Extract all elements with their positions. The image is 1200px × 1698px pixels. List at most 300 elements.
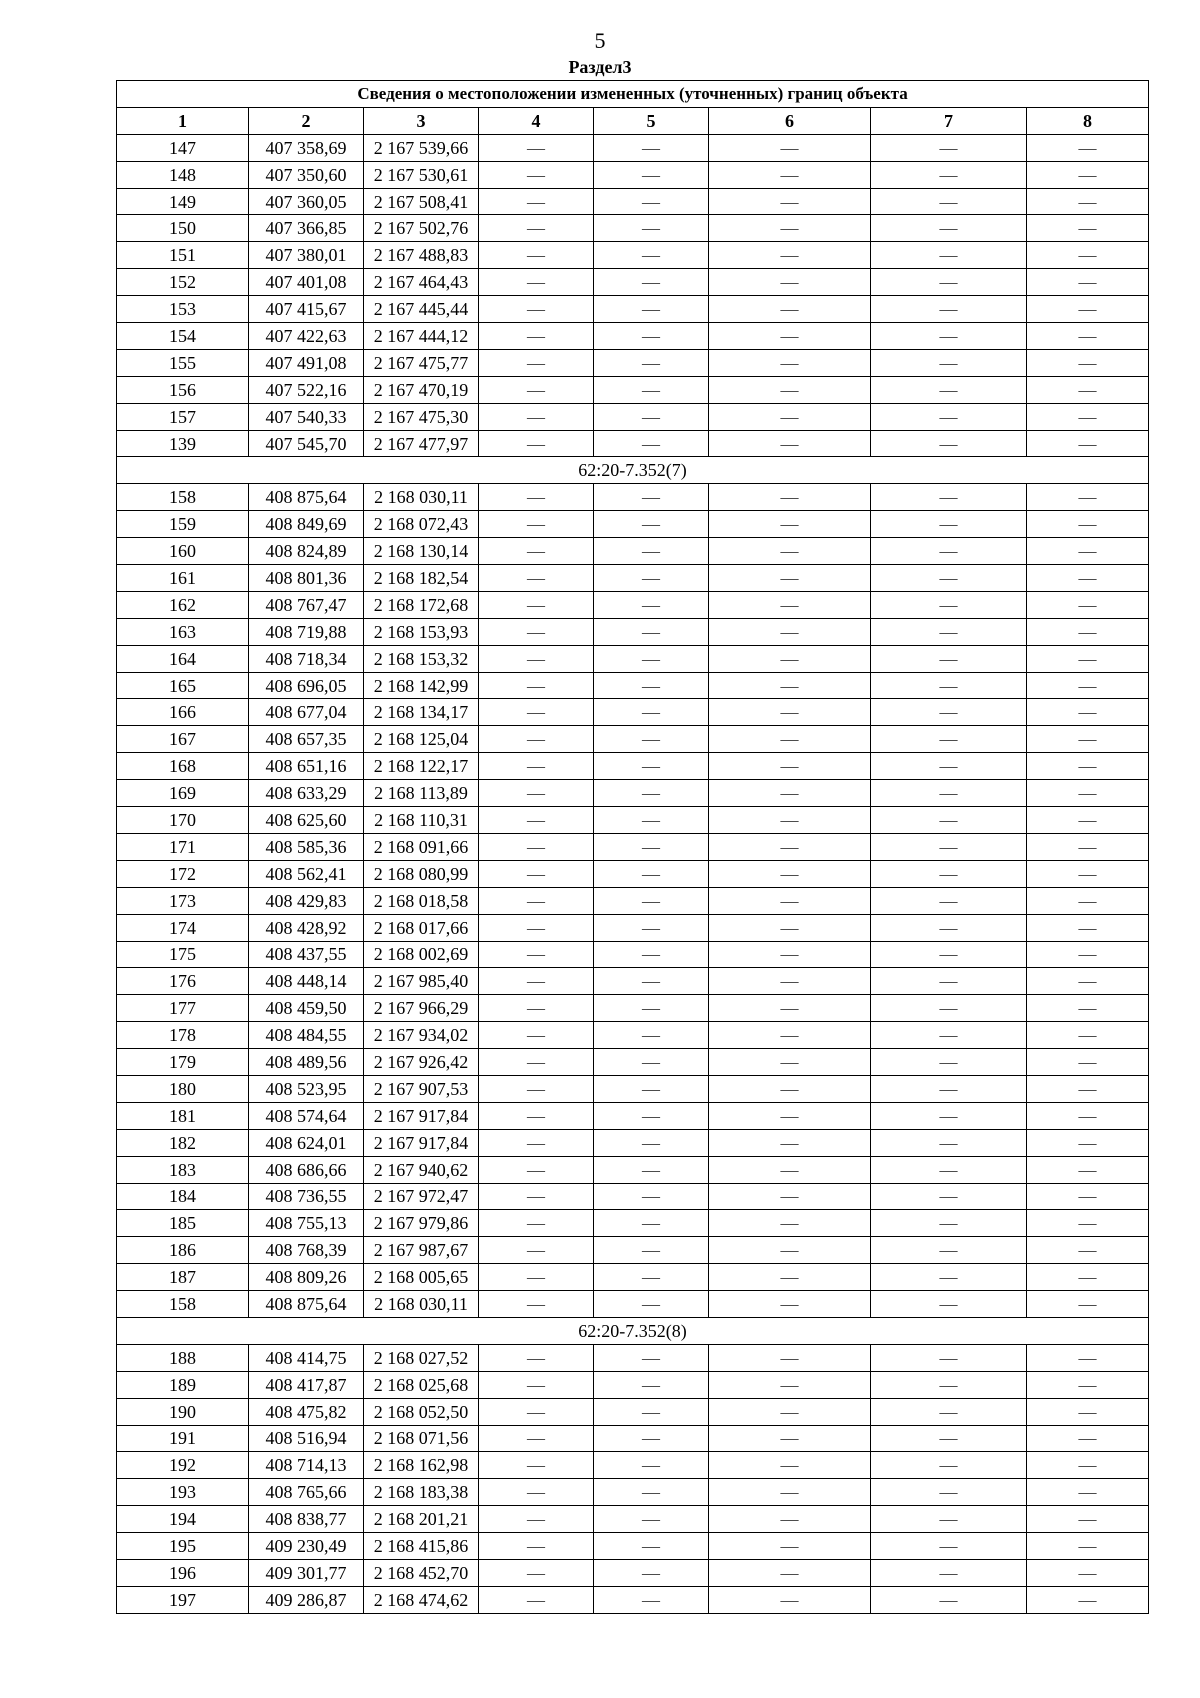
y-coordinate-cell: 2 167 502,76: [364, 215, 479, 242]
empty-value-dash: —: [1027, 887, 1149, 914]
y-coordinate-cell: 2 168 002,69: [364, 941, 479, 968]
empty-value-dash: —: [709, 1237, 871, 1264]
y-coordinate-cell: 2 167 917,84: [364, 1102, 479, 1129]
empty-value-dash: —: [1027, 780, 1149, 807]
empty-value-dash: —: [709, 403, 871, 430]
point-number-cell: 186: [117, 1237, 249, 1264]
empty-value-dash: —: [479, 860, 594, 887]
table-row: [117, 296, 1149, 323]
table-row: [117, 1559, 1149, 1586]
empty-value-dash: —: [871, 1533, 1027, 1560]
empty-value-dash: —: [709, 1398, 871, 1425]
point-number-cell: 170: [117, 807, 249, 834]
empty-value-dash: —: [709, 1452, 871, 1479]
empty-value-dash: —: [1027, 860, 1149, 887]
empty-value-dash: —: [594, 1264, 709, 1291]
point-number-cell: 180: [117, 1075, 249, 1102]
y-coordinate-cell: 2 167 464,43: [364, 269, 479, 296]
point-number-cell: 169: [117, 780, 249, 807]
empty-value-dash: —: [709, 511, 871, 538]
empty-value-dash: —: [594, 1533, 709, 1560]
y-coordinate-cell: 2 167 940,62: [364, 1156, 479, 1183]
x-coordinate-cell: 408 489,56: [249, 1049, 364, 1076]
column-header-3: 3: [364, 107, 479, 134]
empty-value-dash: —: [594, 1022, 709, 1049]
table-row: [117, 995, 1149, 1022]
y-coordinate-cell: 2 168 153,93: [364, 618, 479, 645]
table-row: [117, 887, 1149, 914]
empty-value-dash: —: [1027, 134, 1149, 161]
empty-value-dash: —: [1027, 1291, 1149, 1318]
empty-value-dash: —: [709, 1022, 871, 1049]
point-number-cell: 182: [117, 1129, 249, 1156]
point-number-cell: 154: [117, 323, 249, 350]
empty-value-dash: —: [479, 242, 594, 269]
empty-value-dash: —: [594, 1425, 709, 1452]
empty-value-dash: —: [594, 699, 709, 726]
x-coordinate-cell: 407 350,60: [249, 161, 364, 188]
table-body: [117, 134, 1149, 1613]
x-coordinate-cell: 408 484,55: [249, 1022, 364, 1049]
point-number-cell: 185: [117, 1210, 249, 1237]
empty-value-dash: —: [871, 1022, 1027, 1049]
empty-value-dash: —: [871, 860, 1027, 887]
empty-value-dash: —: [871, 296, 1027, 323]
table-row: [117, 1129, 1149, 1156]
empty-value-dash: —: [594, 833, 709, 860]
empty-value-dash: —: [709, 807, 871, 834]
point-number-cell: 159: [117, 511, 249, 538]
group-header-row: [117, 457, 1149, 484]
empty-value-dash: —: [594, 1183, 709, 1210]
column-header-4: 4: [479, 107, 594, 134]
empty-value-dash: —: [1027, 807, 1149, 834]
empty-value-dash: —: [709, 1291, 871, 1318]
empty-value-dash: —: [709, 914, 871, 941]
empty-value-dash: —: [709, 1506, 871, 1533]
point-number-cell: 156: [117, 376, 249, 403]
table-caption: Сведения о местоположении измененных (уточненных) границ объекта: [117, 81, 1149, 108]
empty-value-dash: —: [709, 296, 871, 323]
x-coordinate-cell: 408 459,50: [249, 995, 364, 1022]
empty-value-dash: —: [871, 1506, 1027, 1533]
empty-value-dash: —: [594, 269, 709, 296]
y-coordinate-cell: 2 168 415,86: [364, 1533, 479, 1560]
empty-value-dash: —: [594, 968, 709, 995]
empty-value-dash: —: [1027, 269, 1149, 296]
y-coordinate-cell: 2 167 475,77: [364, 349, 479, 376]
empty-value-dash: —: [709, 995, 871, 1022]
table-row: [117, 1210, 1149, 1237]
empty-value-dash: —: [1027, 349, 1149, 376]
empty-value-dash: —: [871, 242, 1027, 269]
column-header-2: 2: [249, 107, 364, 134]
empty-value-dash: —: [709, 591, 871, 618]
empty-value-dash: —: [1027, 1049, 1149, 1076]
empty-value-dash: —: [479, 1183, 594, 1210]
empty-value-dash: —: [594, 1049, 709, 1076]
empty-value-dash: —: [594, 726, 709, 753]
empty-value-dash: —: [871, 887, 1027, 914]
empty-value-dash: —: [1027, 1344, 1149, 1371]
y-coordinate-cell: 2 168 110,31: [364, 807, 479, 834]
empty-value-dash: —: [1027, 833, 1149, 860]
empty-value-dash: —: [479, 323, 594, 350]
y-coordinate-cell: 2 168 125,04: [364, 726, 479, 753]
empty-value-dash: —: [709, 726, 871, 753]
y-coordinate-cell: 2 168 172,68: [364, 591, 479, 618]
x-coordinate-cell: 408 651,16: [249, 753, 364, 780]
empty-value-dash: —: [479, 645, 594, 672]
empty-value-dash: —: [479, 349, 594, 376]
empty-value-dash: —: [479, 1129, 594, 1156]
table-row: [117, 1156, 1149, 1183]
empty-value-dash: —: [871, 1237, 1027, 1264]
table-row: [117, 780, 1149, 807]
empty-value-dash: —: [1027, 215, 1149, 242]
empty-value-dash: —: [479, 1102, 594, 1129]
table-row: [117, 1452, 1149, 1479]
point-number-cell: 190: [117, 1398, 249, 1425]
point-number-cell: 194: [117, 1506, 249, 1533]
empty-value-dash: —: [594, 134, 709, 161]
empty-value-dash: —: [479, 1506, 594, 1533]
point-number-cell: 166: [117, 699, 249, 726]
table-row: [117, 565, 1149, 592]
empty-value-dash: —: [709, 1371, 871, 1398]
x-coordinate-cell: 408 523,95: [249, 1075, 364, 1102]
empty-value-dash: —: [871, 726, 1027, 753]
y-coordinate-cell: 2 168 025,68: [364, 1371, 479, 1398]
empty-value-dash: —: [479, 296, 594, 323]
empty-value-dash: —: [1027, 242, 1149, 269]
table-row: [117, 591, 1149, 618]
empty-value-dash: —: [594, 242, 709, 269]
empty-value-dash: —: [871, 995, 1027, 1022]
empty-value-dash: —: [871, 753, 1027, 780]
empty-value-dash: —: [871, 1344, 1027, 1371]
empty-value-dash: —: [709, 349, 871, 376]
table-row: [117, 1183, 1149, 1210]
empty-value-dash: —: [709, 1533, 871, 1560]
empty-value-dash: —: [594, 1506, 709, 1533]
empty-value-dash: —: [1027, 1237, 1149, 1264]
empty-value-dash: —: [709, 188, 871, 215]
empty-value-dash: —: [479, 430, 594, 457]
y-coordinate-cell: 2 167 966,29: [364, 995, 479, 1022]
x-coordinate-cell: 408 633,29: [249, 780, 364, 807]
empty-value-dash: —: [594, 215, 709, 242]
empty-value-dash: —: [594, 403, 709, 430]
y-coordinate-cell: 2 167 907,53: [364, 1075, 479, 1102]
empty-value-dash: —: [479, 376, 594, 403]
table-row: [117, 1371, 1149, 1398]
x-coordinate-cell: 408 809,26: [249, 1264, 364, 1291]
empty-value-dash: —: [871, 645, 1027, 672]
empty-value-dash: —: [479, 188, 594, 215]
point-number-cell: 176: [117, 968, 249, 995]
y-coordinate-cell: 2 167 987,67: [364, 1237, 479, 1264]
x-coordinate-cell: 408 875,64: [249, 1291, 364, 1318]
empty-value-dash: —: [479, 1344, 594, 1371]
point-number-cell: 188: [117, 1344, 249, 1371]
empty-value-dash: —: [1027, 161, 1149, 188]
empty-value-dash: —: [871, 968, 1027, 995]
y-coordinate-cell: 2 167 917,84: [364, 1129, 479, 1156]
y-coordinate-cell: 2 167 926,42: [364, 1049, 479, 1076]
empty-value-dash: —: [709, 1210, 871, 1237]
section-title: Раздел3: [568, 57, 632, 77]
y-coordinate-cell: 2 167 979,86: [364, 1210, 479, 1237]
empty-value-dash: —: [1027, 914, 1149, 941]
table-row: [117, 1479, 1149, 1506]
empty-value-dash: —: [871, 780, 1027, 807]
empty-value-dash: —: [1027, 1425, 1149, 1452]
empty-value-dash: —: [1027, 1371, 1149, 1398]
empty-value-dash: —: [479, 1291, 594, 1318]
y-coordinate-cell: 2 168 134,17: [364, 699, 479, 726]
table-row: [117, 1425, 1149, 1452]
empty-value-dash: —: [1027, 484, 1149, 511]
column-header-7: 7: [871, 107, 1027, 134]
empty-value-dash: —: [709, 161, 871, 188]
empty-value-dash: —: [1027, 1452, 1149, 1479]
empty-value-dash: —: [1027, 323, 1149, 350]
y-coordinate-cell: 2 168 017,66: [364, 914, 479, 941]
table-row: [117, 860, 1149, 887]
empty-value-dash: —: [871, 1479, 1027, 1506]
y-coordinate-cell: 2 167 488,83: [364, 242, 479, 269]
x-coordinate-cell: 408 736,55: [249, 1183, 364, 1210]
empty-value-dash: —: [594, 1129, 709, 1156]
empty-value-dash: —: [871, 807, 1027, 834]
empty-value-dash: —: [709, 376, 871, 403]
point-number-cell: 192: [117, 1452, 249, 1479]
empty-value-dash: —: [1027, 565, 1149, 592]
empty-value-dash: —: [479, 1210, 594, 1237]
y-coordinate-cell: 2 168 122,17: [364, 753, 479, 780]
x-coordinate-cell: 408 624,01: [249, 1129, 364, 1156]
empty-value-dash: —: [871, 1291, 1027, 1318]
point-number-cell: 152: [117, 269, 249, 296]
x-coordinate-cell: 407 358,69: [249, 134, 364, 161]
empty-value-dash: —: [709, 1183, 871, 1210]
empty-value-dash: —: [871, 618, 1027, 645]
empty-value-dash: —: [479, 887, 594, 914]
x-coordinate-cell: 408 714,13: [249, 1452, 364, 1479]
empty-value-dash: —: [709, 618, 871, 645]
empty-value-dash: —: [871, 1210, 1027, 1237]
empty-value-dash: —: [871, 511, 1027, 538]
empty-value-dash: —: [1027, 1264, 1149, 1291]
point-number-cell: 139: [117, 430, 249, 457]
y-coordinate-cell: 2 167 477,97: [364, 430, 479, 457]
empty-value-dash: —: [1027, 1183, 1149, 1210]
empty-value-dash: —: [594, 1398, 709, 1425]
x-coordinate-cell: 408 429,83: [249, 887, 364, 914]
empty-value-dash: —: [479, 1559, 594, 1586]
empty-value-dash: —: [1027, 1506, 1149, 1533]
empty-value-dash: —: [479, 1452, 594, 1479]
empty-value-dash: —: [709, 323, 871, 350]
empty-value-dash: —: [1027, 376, 1149, 403]
empty-value-dash: —: [594, 565, 709, 592]
empty-value-dash: —: [871, 269, 1027, 296]
empty-value-dash: —: [479, 565, 594, 592]
x-coordinate-cell: 407 380,01: [249, 242, 364, 269]
empty-value-dash: —: [479, 1533, 594, 1560]
x-coordinate-cell: 407 491,08: [249, 349, 364, 376]
point-number-cell: 189: [117, 1371, 249, 1398]
table-row: [117, 941, 1149, 968]
point-number-cell: 165: [117, 672, 249, 699]
x-coordinate-cell: 407 415,67: [249, 296, 364, 323]
empty-value-dash: —: [594, 780, 709, 807]
point-number-cell: 173: [117, 887, 249, 914]
empty-value-dash: —: [1027, 296, 1149, 323]
empty-value-dash: —: [709, 134, 871, 161]
table-row: [117, 403, 1149, 430]
empty-value-dash: —: [594, 511, 709, 538]
table-row: [117, 726, 1149, 753]
point-number-cell: 193: [117, 1479, 249, 1506]
empty-value-dash: —: [594, 995, 709, 1022]
empty-value-dash: —: [479, 1075, 594, 1102]
empty-value-dash: —: [871, 565, 1027, 592]
table-row: [117, 1533, 1149, 1560]
point-number-cell: 162: [117, 591, 249, 618]
y-coordinate-cell: 2 168 183,38: [364, 1479, 479, 1506]
point-number-cell: 150: [117, 215, 249, 242]
empty-value-dash: —: [709, 1102, 871, 1129]
y-coordinate-cell: 2 168 091,66: [364, 833, 479, 860]
empty-value-dash: —: [479, 753, 594, 780]
y-coordinate-cell: 2 168 052,50: [364, 1398, 479, 1425]
y-coordinate-cell: 2 168 452,70: [364, 1559, 479, 1586]
empty-value-dash: —: [594, 1479, 709, 1506]
empty-value-dash: —: [1027, 941, 1149, 968]
empty-value-dash: —: [1027, 1129, 1149, 1156]
empty-value-dash: —: [1027, 591, 1149, 618]
column-header-row: [117, 107, 1149, 134]
empty-value-dash: —: [1027, 1102, 1149, 1129]
empty-value-dash: —: [594, 484, 709, 511]
empty-value-dash: —: [479, 591, 594, 618]
column-header-1: 1: [117, 107, 249, 134]
empty-value-dash: —: [594, 1586, 709, 1613]
empty-value-dash: —: [1027, 1559, 1149, 1586]
table-row: [117, 349, 1149, 376]
table-row: [117, 1049, 1149, 1076]
table-row: [117, 807, 1149, 834]
empty-value-dash: —: [594, 188, 709, 215]
point-number-cell: 167: [117, 726, 249, 753]
empty-value-dash: —: [709, 1075, 871, 1102]
table-row: [117, 242, 1149, 269]
empty-value-dash: —: [594, 672, 709, 699]
empty-value-dash: —: [479, 726, 594, 753]
empty-value-dash: —: [709, 1425, 871, 1452]
empty-value-dash: —: [871, 376, 1027, 403]
empty-value-dash: —: [1027, 699, 1149, 726]
table-row: [117, 1237, 1149, 1264]
empty-value-dash: —: [871, 833, 1027, 860]
point-number-cell: 147: [117, 134, 249, 161]
empty-value-dash: —: [1027, 1156, 1149, 1183]
empty-value-dash: —: [594, 323, 709, 350]
empty-value-dash: —: [594, 591, 709, 618]
table-row: [117, 1586, 1149, 1613]
empty-value-dash: —: [871, 349, 1027, 376]
empty-value-dash: —: [709, 672, 871, 699]
y-coordinate-cell: 2 168 018,58: [364, 887, 479, 914]
y-coordinate-cell: 2 167 444,12: [364, 323, 479, 350]
y-coordinate-cell: 2 168 113,89: [364, 780, 479, 807]
empty-value-dash: —: [709, 699, 871, 726]
group-label: 62:20-7.352(7): [117, 457, 1149, 484]
column-header-5: 5: [594, 107, 709, 134]
empty-value-dash: —: [594, 1102, 709, 1129]
empty-value-dash: —: [871, 699, 1027, 726]
empty-value-dash: —: [871, 1559, 1027, 1586]
empty-value-dash: —: [594, 1344, 709, 1371]
x-coordinate-cell: 408 767,47: [249, 591, 364, 618]
x-coordinate-cell: 408 448,14: [249, 968, 364, 995]
x-coordinate-cell: 408 414,75: [249, 1344, 364, 1371]
empty-value-dash: —: [1027, 403, 1149, 430]
empty-value-dash: —: [1027, 618, 1149, 645]
empty-value-dash: —: [1027, 968, 1149, 995]
empty-value-dash: —: [479, 161, 594, 188]
empty-value-dash: —: [1027, 645, 1149, 672]
point-number-cell: 183: [117, 1156, 249, 1183]
empty-value-dash: —: [479, 914, 594, 941]
y-coordinate-cell: 2 167 985,40: [364, 968, 479, 995]
table-row: [117, 1264, 1149, 1291]
y-coordinate-cell: 2 168 030,11: [364, 484, 479, 511]
empty-value-dash: —: [479, 699, 594, 726]
empty-value-dash: —: [871, 1425, 1027, 1452]
empty-value-dash: —: [479, 1371, 594, 1398]
table-row: [117, 484, 1149, 511]
point-number-cell: 184: [117, 1183, 249, 1210]
empty-value-dash: —: [709, 215, 871, 242]
empty-value-dash: —: [709, 645, 871, 672]
empty-value-dash: —: [479, 1398, 594, 1425]
empty-value-dash: —: [871, 941, 1027, 968]
empty-value-dash: —: [871, 1586, 1027, 1613]
empty-value-dash: —: [1027, 1479, 1149, 1506]
empty-value-dash: —: [479, 780, 594, 807]
empty-value-dash: —: [594, 1210, 709, 1237]
point-number-cell: 168: [117, 753, 249, 780]
table-row: [117, 672, 1149, 699]
empty-value-dash: —: [709, 565, 871, 592]
point-number-cell: 195: [117, 1533, 249, 1560]
table-row: [117, 753, 1149, 780]
empty-value-dash: —: [871, 1398, 1027, 1425]
empty-value-dash: —: [871, 591, 1027, 618]
empty-value-dash: —: [709, 269, 871, 296]
empty-value-dash: —: [709, 1559, 871, 1586]
y-coordinate-cell: 2 168 080,99: [364, 860, 479, 887]
x-coordinate-cell: 408 719,88: [249, 618, 364, 645]
empty-value-dash: —: [1027, 753, 1149, 780]
empty-value-dash: —: [1027, 538, 1149, 565]
empty-value-dash: —: [479, 833, 594, 860]
x-coordinate-cell: 408 677,04: [249, 699, 364, 726]
x-coordinate-cell: 408 801,36: [249, 565, 364, 592]
